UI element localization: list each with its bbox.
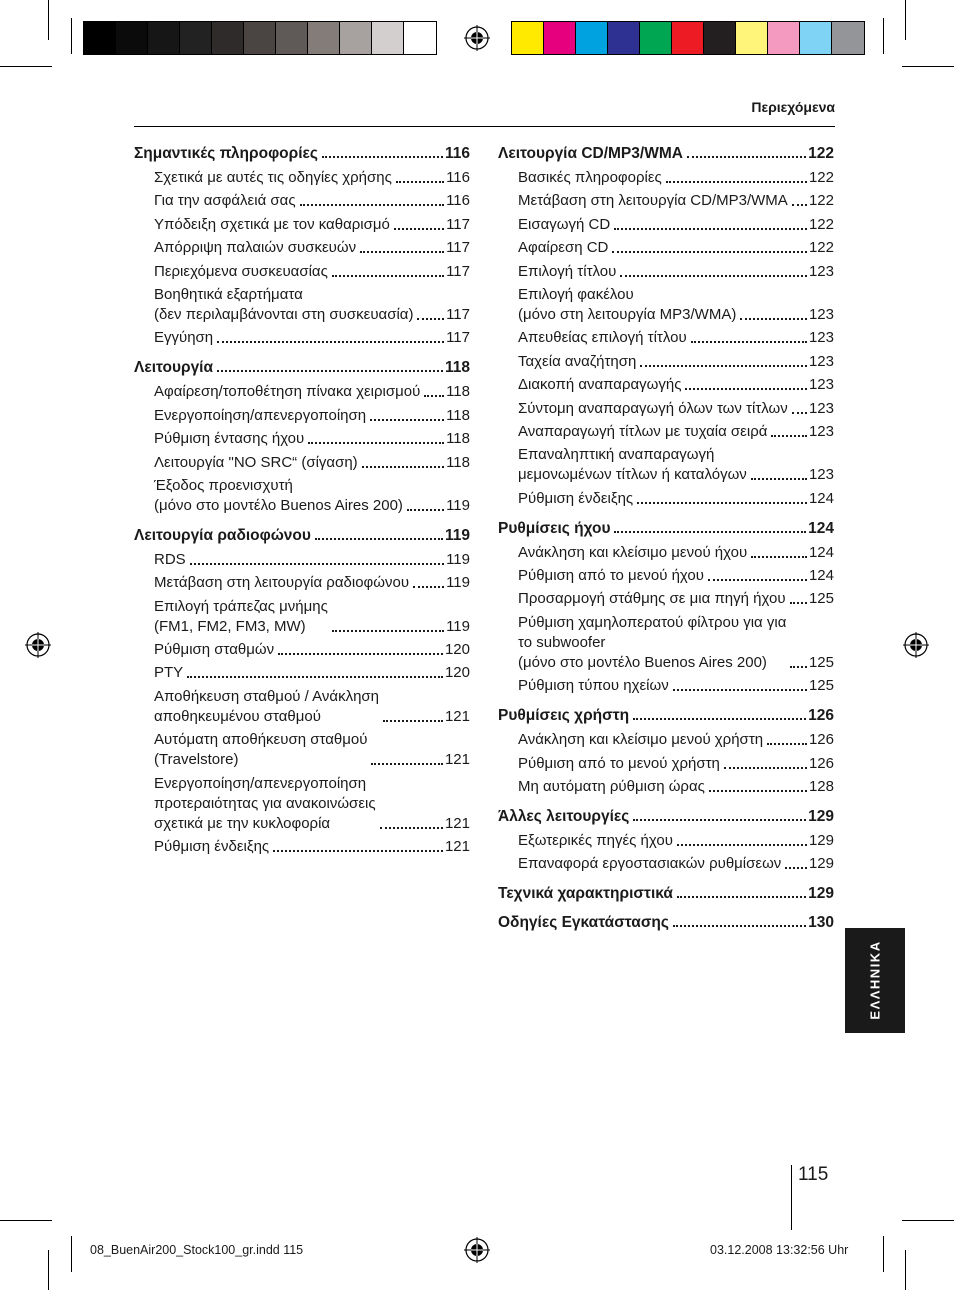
toc-title: Μετάβαση στη λειτουργία CD/MP3/WMA	[518, 192, 788, 210]
toc-title: RDS	[154, 550, 186, 568]
color-swatch	[608, 22, 640, 54]
dot-leader	[767, 743, 807, 745]
toc-page-number: 124	[808, 543, 834, 561]
crop-mark	[905, 0, 906, 40]
toc-page-number: 123	[808, 466, 834, 484]
toc-title: Αναπαραγωγή τίτλων με τυχαία σειρά	[518, 422, 768, 440]
toc-entry	[498, 676, 834, 696]
toc-page-number: 124	[808, 567, 834, 585]
dot-leader	[360, 251, 444, 253]
dot-leader	[371, 763, 443, 765]
toc-entry	[134, 837, 470, 857]
toc-page-number: 123	[808, 422, 834, 440]
toc-title: Βοηθητικά εξαρτήματα (δεν περιλαμβάνονται στη συσκευασία)	[154, 285, 414, 323]
toc-entry	[498, 543, 834, 563]
toc-title: Ανάκληση και κλείσιμο μενού ήχου	[518, 543, 748, 561]
color-swatch	[800, 22, 832, 54]
toc-entry	[498, 445, 834, 485]
toc-entry	[498, 854, 834, 874]
toc-entry	[134, 328, 470, 348]
dot-leader	[394, 228, 444, 230]
dot-leader	[691, 341, 807, 343]
toc-page-number: 122	[808, 145, 834, 162]
toc-page-number: 129	[808, 885, 834, 903]
toc-section-heading	[134, 526, 470, 545]
toc-entry	[134, 453, 470, 473]
color-swatch	[704, 22, 736, 54]
process-color-bar	[511, 21, 865, 55]
toc-page-number: 118	[446, 406, 470, 424]
dot-leader	[620, 275, 807, 277]
toc-page-number: 116	[446, 192, 470, 210]
footer-file-name: 08_BuenAir200_Stock100_gr.indd 115	[90, 1243, 304, 1257]
toc-page-number: 123	[808, 262, 834, 280]
toc-title: Άλλες λειτουργίες	[498, 808, 630, 826]
crop-mark	[902, 66, 954, 67]
toc-entry	[498, 328, 834, 348]
toc-title: Απευθείας επιλογή τίτλου	[518, 329, 687, 347]
toc-entry	[134, 774, 470, 834]
dot-leader	[785, 867, 807, 869]
crop-mark	[902, 1220, 954, 1221]
toc-page-number: 125	[808, 653, 834, 671]
toc-section-heading	[498, 706, 834, 725]
crop-mark	[0, 66, 52, 67]
dot-leader	[633, 819, 806, 821]
toc-title: Ρυθμίσεις ήχου	[498, 519, 611, 537]
toc-right-column	[498, 144, 834, 937]
toc-section-heading	[498, 884, 834, 903]
dot-leader	[751, 478, 807, 480]
dot-leader	[685, 388, 806, 390]
color-swatch	[84, 22, 116, 54]
toc-page-number: 121	[444, 751, 470, 769]
dot-leader	[790, 602, 807, 604]
toc-entry	[498, 375, 834, 395]
toc-entry	[134, 238, 470, 258]
toc-title: Ρύθμιση σταθμών	[154, 641, 275, 659]
toc-page-number: 126	[808, 707, 834, 725]
toc-title: Επαναληπτική αναπαραγωγή μεμονωμένων τίτλων ή καταλόγων	[518, 446, 747, 484]
dot-leader	[792, 204, 807, 206]
toc-title: Επιλογή τίτλου	[518, 262, 617, 280]
toc-title: Επαναφορά εργοστασιακών ρυθμίσεων	[518, 855, 782, 873]
toc-section-heading	[134, 358, 470, 377]
toc-title: Ταχεία αναζήτηση	[518, 352, 637, 370]
dot-leader	[190, 563, 444, 565]
toc-title: Ενεργοποίηση/απενεργοποίηση	[154, 406, 367, 424]
toc-left-column	[134, 144, 470, 860]
toc-entry	[134, 597, 470, 637]
toc-page-number: 121	[444, 838, 470, 856]
toc-title: Αφαίρεση CD	[518, 239, 609, 257]
toc-section-heading	[498, 807, 834, 826]
toc-entry	[498, 168, 834, 188]
color-swatch	[576, 22, 608, 54]
toc-title: Σύντομη αναπαραγωγή όλων των τίτλων	[518, 399, 788, 417]
toc-title: Λειτουργία ραδιοφώνου	[134, 526, 311, 544]
toc-page-number: 129	[808, 808, 834, 826]
toc-title: Μετάβαση στη λειτουργία ραδιοφώνου	[154, 574, 410, 592]
toc-page-number: 117	[446, 305, 470, 323]
dot-leader	[673, 689, 807, 691]
dot-leader	[666, 181, 807, 183]
registration-mark-icon	[464, 25, 490, 51]
toc-entry	[498, 831, 834, 851]
toc-page-number: 125	[808, 677, 834, 695]
dot-leader	[407, 509, 444, 511]
toc-page-number: 118	[446, 430, 470, 448]
toc-entry	[498, 566, 834, 586]
color-swatch	[340, 22, 372, 54]
toc-title: Αυτόματη αποθήκευση σταθμού (Travelstore)	[154, 731, 368, 769]
toc-entry	[134, 215, 470, 235]
dot-leader	[708, 579, 807, 581]
toc-page-number: 118	[446, 453, 470, 471]
toc-title: Ρύθμιση έντασης ήχου	[154, 430, 305, 448]
toc-title: Για την ασφάλειά σας	[154, 192, 296, 210]
toc-entry	[134, 191, 470, 211]
toc-entry	[498, 777, 834, 797]
color-swatch	[308, 22, 340, 54]
toc-title: Διακοπή αναπαραγωγής	[518, 376, 682, 394]
toc-page-number: 124	[808, 489, 834, 507]
dot-leader	[614, 228, 807, 230]
color-swatch	[212, 22, 244, 54]
toc-page-number: 123	[808, 399, 834, 417]
toc-entry	[498, 285, 834, 325]
toc-title: Τεχνικά χαρακτηριστικά	[498, 885, 673, 903]
dot-leader	[751, 556, 807, 558]
toc-page-number: 123	[808, 305, 834, 323]
toc-title: Σχετικά με αυτές τις οδηγίες χρήσης	[154, 169, 392, 186]
toc-title: Λειτουργία CD/MP3/WMA	[498, 145, 683, 162]
toc-title: Εισαγωγή CD	[518, 215, 611, 233]
color-swatch	[512, 22, 544, 54]
dot-leader	[332, 630, 444, 632]
dot-leader	[370, 419, 444, 421]
color-swatch	[832, 22, 864, 54]
toc-page-number: 129	[808, 855, 834, 873]
toc-title: Αφαίρεση/τοποθέτηση πίνακα χειρισμού	[154, 383, 421, 401]
toc-page-number: 121	[444, 707, 470, 725]
color-swatch	[116, 22, 148, 54]
dot-leader	[308, 442, 444, 444]
toc-page-number: 123	[808, 329, 834, 347]
toc-page-number: 119	[446, 574, 470, 592]
toc-title: Επιλογή φακέλου (μόνο στη λειτουργία MP3/WMA)	[518, 285, 737, 323]
toc-title: Λειτουργία "NO SRC“ (σίγαση)	[154, 453, 358, 471]
toc-page-number: 122	[808, 239, 834, 257]
toc-entry	[498, 215, 834, 235]
toc-entry	[134, 429, 470, 449]
toc-page-number: 120	[444, 641, 470, 659]
toc-page-number: 117	[446, 215, 470, 233]
toc-page-number: 117	[446, 329, 470, 347]
dot-leader	[273, 850, 443, 852]
toc-entry	[498, 352, 834, 372]
color-swatch	[736, 22, 768, 54]
dot-leader	[217, 341, 444, 343]
toc-section-heading	[498, 913, 834, 932]
dot-leader	[396, 181, 444, 183]
toc-title: PTY	[154, 664, 184, 682]
toc-title: Ρυθμίσεις χρήστη	[498, 707, 630, 725]
color-swatch	[404, 22, 436, 54]
toc-title: Ρύθμιση ένδειξης	[154, 838, 270, 856]
toc-entry	[134, 550, 470, 570]
toc-entry	[134, 168, 470, 188]
color-swatch	[544, 22, 576, 54]
toc-title: Ρύθμιση ένδειξης	[518, 489, 634, 507]
crop-mark	[883, 18, 884, 54]
dot-leader	[322, 156, 443, 158]
dot-leader	[637, 502, 807, 504]
color-swatch	[372, 22, 404, 54]
dot-leader	[332, 275, 444, 277]
dot-leader	[709, 790, 807, 792]
dot-leader	[724, 767, 807, 769]
registration-mark-icon	[25, 632, 51, 658]
toc-title: Βασικές πληροφορίες	[518, 169, 662, 186]
toc-entry	[498, 191, 834, 211]
toc-entry	[498, 262, 834, 282]
toc-entry	[498, 399, 834, 419]
toc-page-number: 122	[808, 192, 834, 210]
toc-entry	[134, 573, 470, 593]
toc-title: Εγγύηση	[154, 329, 214, 347]
toc-entry	[134, 640, 470, 660]
toc-entry	[134, 476, 470, 516]
grayscale-color-bar	[83, 21, 437, 55]
toc-page-number: 118	[446, 383, 470, 401]
toc-entry	[498, 238, 834, 258]
toc-title: Προσαρμογή στάθμης σε μια πηγή ήχου	[518, 590, 786, 608]
toc-title: Ρύθμιση από το μενού ήχου	[518, 567, 704, 585]
toc-page-number: 122	[808, 169, 834, 186]
color-swatch	[180, 22, 212, 54]
toc-page-number: 129	[808, 832, 834, 850]
toc-entry	[498, 613, 834, 673]
crop-mark	[0, 1220, 52, 1221]
color-swatch	[768, 22, 800, 54]
toc-entry	[134, 663, 470, 683]
toc-entry	[498, 730, 834, 750]
toc-page-number: 121	[444, 814, 470, 832]
toc-page-number: 116	[444, 145, 470, 162]
registration-mark-icon	[903, 632, 929, 658]
color-swatch	[672, 22, 704, 54]
dot-leader	[740, 318, 807, 320]
header-rule	[134, 126, 835, 127]
toc-title: Επιλογή τράπεζας μνήμης (FM1, FM2, FM3, MW)	[154, 597, 328, 635]
toc-title: Αποθήκευση σταθμού / Ανάκληση αποθηκευμένου σταθμού	[154, 687, 380, 725]
toc-page-number: 128	[808, 778, 834, 796]
toc-page-number: 119	[446, 550, 470, 568]
toc-page-number: 126	[808, 731, 834, 749]
dot-leader	[614, 531, 806, 533]
toc-page-number: 122	[808, 215, 834, 233]
toc-page-number: 130	[808, 914, 834, 932]
crop-mark	[71, 18, 72, 54]
toc-page-number: 123	[808, 376, 834, 394]
dot-leader	[278, 653, 443, 655]
color-swatch	[640, 22, 672, 54]
toc-page-number: 117	[446, 239, 470, 257]
crop-mark	[48, 1250, 49, 1290]
page-number-rule	[791, 1165, 792, 1230]
running-header-title: Περιεχόμενα	[751, 99, 835, 115]
toc-title: Περιεχόμενα συσκευασίας	[154, 262, 328, 280]
language-tab-label: ΕΛΛΗΝΙΚΑ	[867, 940, 883, 1020]
toc-entry	[134, 382, 470, 402]
toc-title: Ρύθμιση τύπου ηχείων	[518, 677, 669, 695]
crop-mark	[905, 1250, 906, 1290]
color-swatch	[276, 22, 308, 54]
toc-section-heading	[134, 144, 470, 163]
toc-title: Έξοδος προενισχυτή (μόνο στο μοντέλο Buenos Aires 200)	[154, 476, 403, 514]
footer-timestamp: 03.12.2008 13:32:56 Uhr	[710, 1243, 849, 1257]
dot-leader	[417, 318, 444, 320]
toc-title: Ρύθμιση από το μενού χρήστη	[518, 754, 720, 772]
toc-page-number: 117	[446, 262, 470, 280]
toc-page-number: 123	[808, 352, 834, 370]
toc-page-number: 119	[444, 526, 470, 544]
dot-leader	[217, 370, 443, 372]
dot-leader	[677, 844, 807, 846]
dot-leader	[687, 156, 806, 158]
dot-leader	[633, 718, 806, 720]
toc-title: Υπόδειξη σχετικά με τον καθαρισμό	[154, 215, 390, 233]
crop-mark	[48, 0, 49, 40]
toc-title: Απόρριψη παλαιών συσκευών	[154, 239, 357, 257]
toc-section-heading	[498, 144, 834, 163]
registration-mark-icon	[464, 1237, 490, 1263]
dot-leader	[413, 586, 444, 588]
toc-title: Οδηγίες Εγκατάστασης	[498, 914, 669, 932]
dot-leader	[673, 925, 806, 927]
toc-page-number: 124	[808, 519, 834, 537]
color-swatch	[148, 22, 180, 54]
dot-leader	[380, 827, 443, 829]
toc-entry	[498, 422, 834, 442]
toc-title: Λειτουργία	[134, 359, 214, 377]
toc-title: Ανάκληση και κλείσιμο μενού χρήστη	[518, 731, 764, 749]
color-swatch	[244, 22, 276, 54]
page-number: 115	[798, 1164, 829, 1185]
toc-page-number: 126	[808, 754, 834, 772]
toc-entry	[134, 285, 470, 325]
crop-mark	[71, 1236, 72, 1272]
toc-title: Ρύθμιση χαμηλοπερατού φίλτρου για για το subwoofer (μόνο στο μοντέλο Buenos Aires 200)	[518, 613, 787, 671]
language-side-tab	[845, 928, 905, 1033]
dot-leader	[383, 720, 443, 722]
toc-section-heading	[498, 519, 834, 538]
toc-entry	[498, 489, 834, 509]
toc-entry	[134, 730, 470, 770]
toc-title: Μη αυτόματη ρύθμιση ώρας	[518, 778, 705, 796]
toc-page-number: 120	[444, 664, 470, 682]
crop-mark	[883, 1236, 884, 1272]
toc-page-number: 116	[446, 169, 470, 186]
dot-leader	[677, 896, 806, 898]
dot-leader	[612, 251, 807, 253]
toc-title: Ενεργοποίηση/απενεργοποίηση προτεραιότητας για ανακοινώσεις σχετικά με την κυκλοφορία	[154, 774, 376, 832]
toc-entry	[498, 754, 834, 774]
toc-page-number: 119	[446, 496, 470, 514]
dot-leader	[300, 204, 445, 206]
toc-page-number: 118	[444, 359, 470, 377]
toc-entry	[134, 406, 470, 426]
dot-leader	[792, 412, 807, 414]
dot-leader	[362, 466, 444, 468]
toc-page-number: 119	[446, 617, 470, 635]
toc-title: Εξωτερικές πηγές ήχου	[518, 832, 673, 850]
dot-leader	[315, 538, 443, 540]
toc-entry	[498, 589, 834, 609]
dot-leader	[640, 365, 807, 367]
dot-leader	[771, 435, 807, 437]
dot-leader	[790, 666, 807, 668]
toc-title: Σημαντικές πληροφορίες	[134, 145, 318, 162]
toc-page-number: 125	[808, 590, 834, 608]
dot-leader	[187, 676, 443, 678]
toc-entry	[134, 262, 470, 282]
dot-leader	[424, 395, 444, 397]
toc-entry	[134, 687, 470, 727]
